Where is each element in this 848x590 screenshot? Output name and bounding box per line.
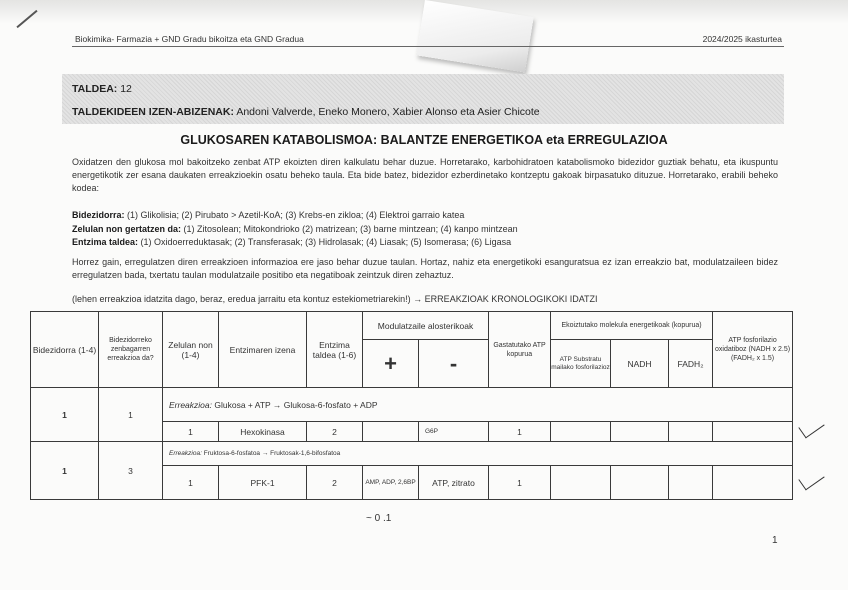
row2-reaction: Erreakzioa: Fruktosa-6-fosfatoa → Fruktosak-1,6-bifosfatoa	[163, 442, 793, 466]
row2-entzima: PFK-1	[219, 466, 307, 500]
row1-fadh	[669, 422, 713, 442]
members-line	[72, 106, 540, 118]
row2-atp-ox	[713, 466, 793, 500]
row1-atp-sub	[551, 422, 611, 442]
header-plus: +	[363, 340, 419, 388]
check-mark	[798, 415, 824, 439]
members-names: Andoni Valverde, Eneko Monero, Xabier Alonso eta Asier Chicote	[236, 106, 540, 118]
row2-zelulan: 1	[163, 466, 219, 500]
header-zelulan: Zelulan non (1-4)	[163, 312, 219, 388]
reactions-table	[30, 311, 793, 500]
row2-gastatutako: 1	[489, 466, 551, 500]
row2-taldea: 2	[307, 466, 363, 500]
header-rule	[72, 46, 784, 47]
header-bidezidorra: Bidezidorra (1-4)	[31, 312, 99, 388]
header-atp-substratu: ATP Substratu mailako fosforilazioz	[551, 340, 611, 388]
row2-plus: AMP, ADP, 2,6BP	[363, 466, 419, 500]
row1-plus	[363, 422, 419, 442]
header-taldea: Entzima taldea (1-6)	[307, 312, 363, 388]
members-label: TALDEKIDEEN IZEN-ABIZENAK:	[72, 106, 234, 118]
header-fadh: FADH₂	[669, 340, 713, 388]
row2-fadh	[669, 466, 713, 500]
legend-pathway: Bidezidorra: (1) Glikolisia; (2) Pirubato > Azetil-KoA; (3) Krebs-en zikloa; (4) Elektroi garraio katea	[72, 210, 465, 220]
instruction-note: (lehen erreakzioa idatzita dago, beraz, eredua jarraitu eta kontuz estekiometriarekin!) → ERREAKZIOAK KRONOLOGIKOKI IDATZI	[72, 294, 598, 304]
row1-gastatutako: 1	[489, 422, 551, 442]
row1-atp-ox	[713, 422, 793, 442]
row1-taldea: 2	[307, 422, 363, 442]
handwritten-note: ~ 0 .1	[366, 513, 392, 524]
team-number: 12	[120, 83, 132, 95]
row1-zelulan: 1	[163, 422, 219, 442]
team-line	[72, 83, 132, 95]
row1-erreakzioa-num: 1	[99, 388, 163, 442]
row1-entzima: Hexokinasa	[219, 422, 307, 442]
header-nadh: NADH	[611, 340, 669, 388]
header-modulatzaile: Modulatzaile alosterikoak	[363, 312, 489, 340]
row2-minus: ATP, zitrato	[419, 466, 489, 500]
row1-bidezidorra: 1	[31, 388, 99, 442]
legend-location: Zelulan non gertatzen da: (1) Zitosolean; Mitokondrioko (2) matrizean; (3) barne mintzean; (4) kanpo mintzean	[72, 223, 518, 234]
check-mark	[798, 467, 824, 491]
row1-reaction: Erreakzioa: Glukosa + ATP → Glukosa-6-fosfato + ADP	[163, 388, 793, 422]
header-gastatutako: Gastatutako ATP kopurua	[489, 312, 551, 388]
row1-minus: G6P	[419, 422, 489, 442]
row1-nadh	[611, 422, 669, 442]
row2-erreakzioa-num: 3	[99, 442, 163, 500]
legend-enzyme-group: Entzima taldea: (1) Oxidoerreduktasak; (2) Transferasak; (3) Hidrolasak; (4) Liasak; (5) Isomerasa; (6) Ligasa	[72, 237, 512, 247]
header-course: Biokimika- Farmazia + GND Gradu bikoitza eta GND Gradua	[75, 34, 304, 44]
header-minus: -	[419, 340, 489, 388]
team-label: TALDEA:	[72, 83, 118, 95]
header-entzima: Entzimaren izena	[219, 312, 307, 388]
page-title: GLUKOSAREN KATABOLISMOA: BALANTZE ENERGETIKOA eta ERREGULAZIOA	[180, 133, 668, 147]
regulation-paragraph: Horrez gain, erregulatzen diren erreakzioen informazioa ere jaso behar duzue taulan. Hortaz, nahiz eta energetikoki esanguratsua ez izan erreakzio bat, modulatzaileen bidez erregulatzen bada, txertatu taulan modulatzaile positibo eta negatiboak zeintzuk diren zehaztuz.	[72, 257, 778, 280]
header-atp-oxidatiboa: ATP fosforilazio oxidatiboz (NADH x 2.5) (FADH₂ x 1.5)	[713, 312, 793, 388]
header-erreakzioa: Bidezidorreko zenbagarren erreakzioa da?	[99, 312, 163, 388]
row2-bidezidorra: 1	[31, 442, 99, 500]
row2-atp-sub	[551, 466, 611, 500]
page-number: 1	[772, 535, 778, 546]
header-year: 2024/2025 ikasturtea	[702, 34, 782, 44]
header-ekoiztutako: Ekoiztutako molekula energetikoak (kopurua)	[551, 312, 713, 340]
intro-paragraph: Oxidatzen den glukosa mol bakoitzeko zenbat ATP ekoizten diren kalkulatu behar duzue. Horretarako, karbohidratoen katabolismoko bidezidor guztiak behatu, eta ikuspuntu energetikotik zer esana daukaten erreakzioekin osatu beheko taula. Eta bide batez, bidezidor ezberdinetako kontzeptu gakoak birpasatuko dituzue. Horretarako, erabili beheko kodea:	[72, 157, 778, 193]
row2-nadh	[611, 466, 669, 500]
code-legend	[72, 209, 518, 250]
